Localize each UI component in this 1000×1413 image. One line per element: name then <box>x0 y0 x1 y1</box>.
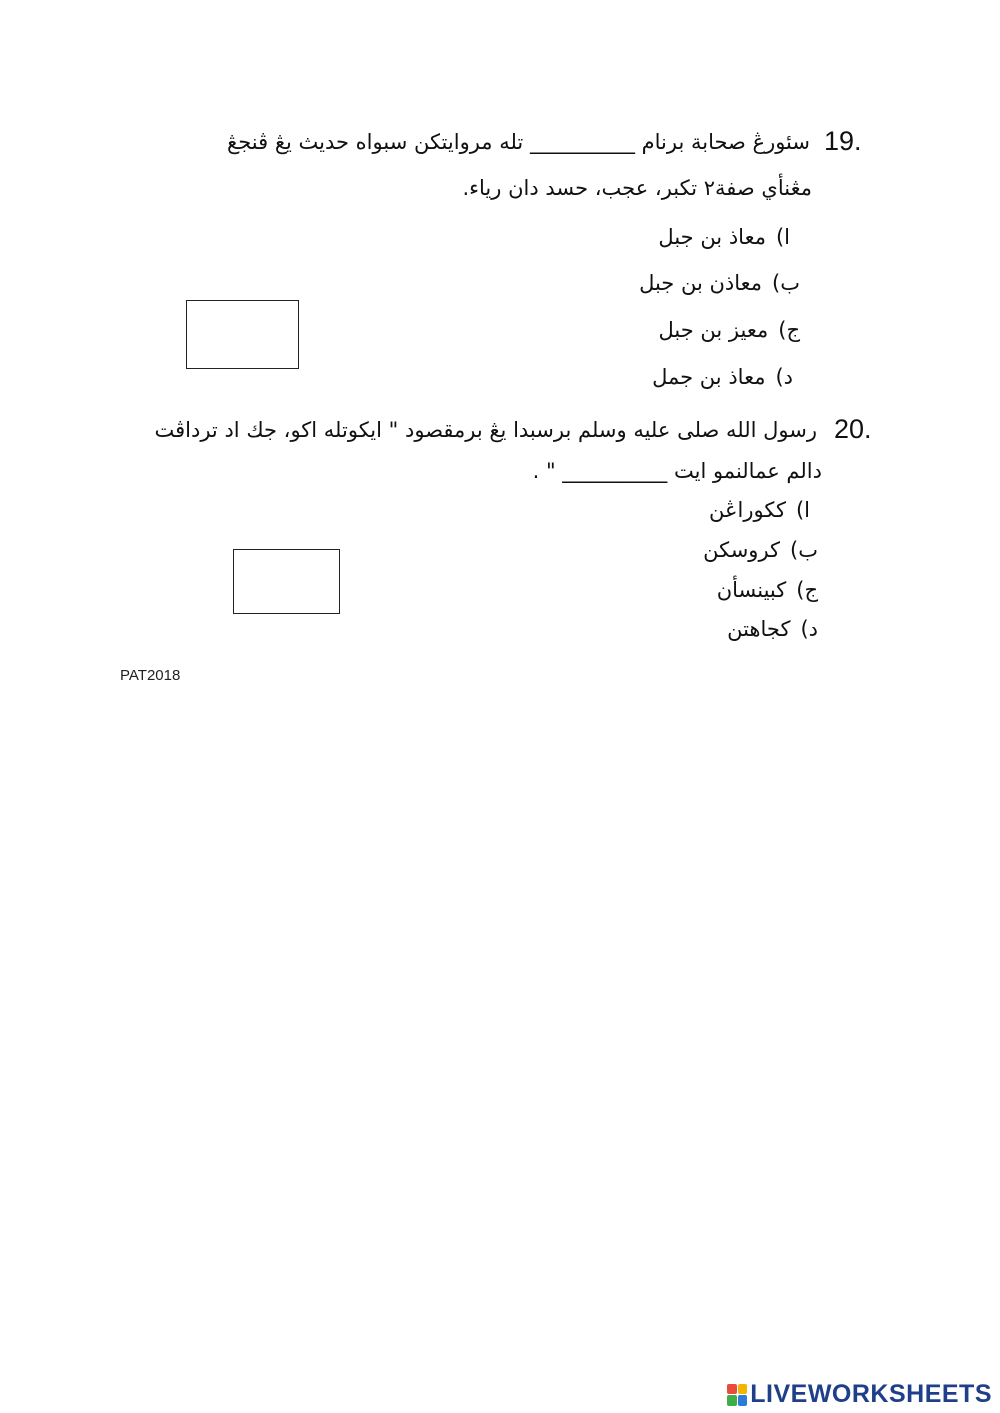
question-19-option-a <box>658 225 790 249</box>
liveworksheets-brand <box>727 1380 992 1409</box>
logo-tile-yellow <box>738 1384 748 1395</box>
option-text: کجاهتن <box>727 617 791 641</box>
logo-tile-red <box>727 1384 737 1395</box>
question-19-text-line-1: سئورڠ صحابة برنام __________ تله مروايتکن سبواه حديث يڠ ڤنجڠ <box>227 130 810 154</box>
question-19-option-d <box>652 365 793 389</box>
option-letter: ا) <box>795 498 810 522</box>
logo-tile-green <box>727 1395 737 1406</box>
option-text: کبينسأن <box>716 578 787 602</box>
question-20-option-b <box>703 538 818 562</box>
question-19-number: 19. <box>824 126 862 156</box>
option-text: کروسکن <box>703 538 781 562</box>
question-20-text-line-1: رسول الله صلى عليه وسلم برسبدا يڠ برمقصود " ايکوتله اکو، جك اد ترداڤت <box>154 418 817 442</box>
option-text: معاذ بن جبل <box>658 225 766 249</box>
option-letter: ج) <box>796 578 818 602</box>
option-letter: ب) <box>790 538 818 562</box>
logo-tile-blue <box>738 1395 748 1406</box>
option-text: ککوراڠن <box>709 498 786 522</box>
question-19-option-c <box>659 318 800 342</box>
question-20-option-d <box>727 617 818 641</box>
exam-code: PAT2018 <box>120 667 181 684</box>
liveworksheets-logo-icon <box>727 1384 747 1406</box>
question-19-text-line-2: مڠنأي صفة٢ تکبر، عجب، حسد دان رياء. <box>462 176 812 200</box>
question-20-number: 20. <box>834 414 872 444</box>
option-text: معيز بن جبل <box>658 318 769 342</box>
option-text: معاذن بن جبل <box>639 271 763 295</box>
question-20-text-line-2: دالم عمالنمو ايت __________ " . <box>532 459 822 483</box>
question-20-answer-box[interactable] <box>233 549 340 614</box>
option-letter: د) <box>800 617 818 641</box>
option-text: معاذ بن جمل <box>652 365 766 389</box>
question-19-option-b <box>639 271 800 295</box>
question-20-option-a <box>709 498 810 522</box>
brand-name: LIVEWORKSHEETS <box>750 1380 992 1408</box>
option-letter: ب) <box>772 271 800 295</box>
option-letter: ج) <box>778 318 800 342</box>
question-20-option-c <box>717 578 818 602</box>
option-letter: د) <box>775 365 793 389</box>
option-letter: ا) <box>775 225 790 249</box>
question-19-answer-box[interactable] <box>186 300 299 369</box>
